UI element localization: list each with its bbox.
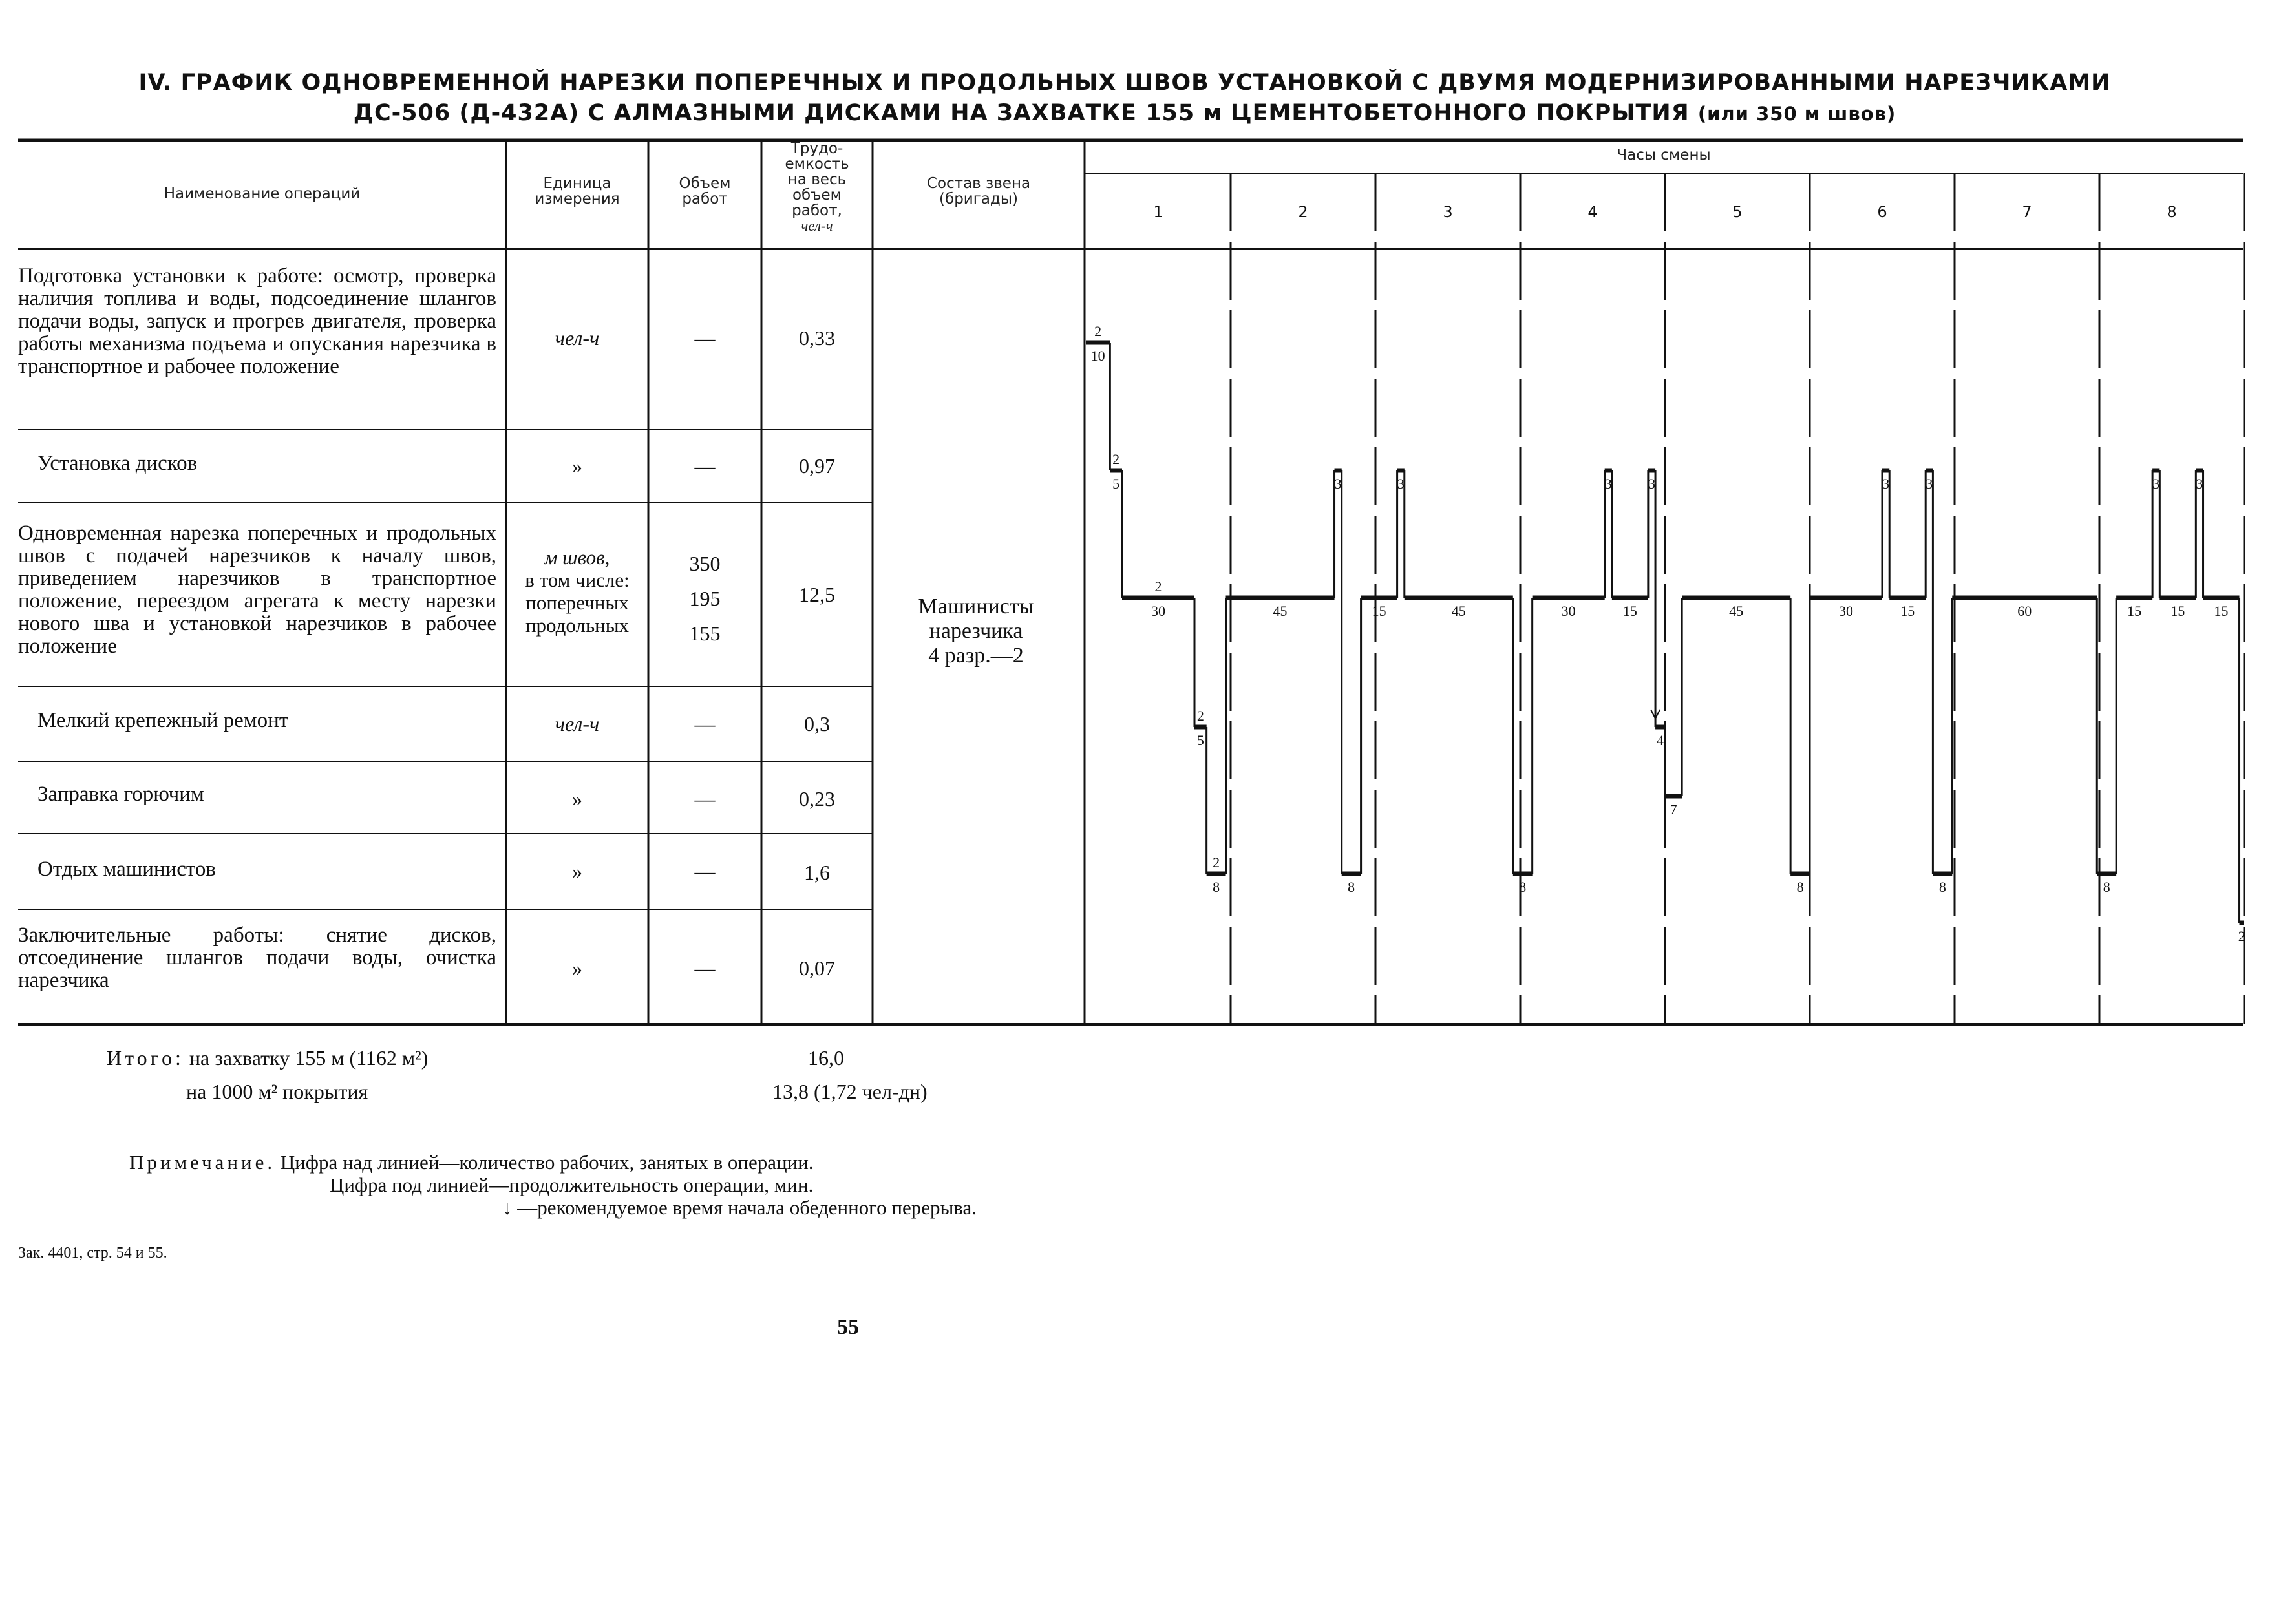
gantt-duration-label: 3 [1648, 476, 1655, 492]
gantt-duration-label: 15 [1900, 603, 1915, 619]
gantt-duration-label: 15 [2214, 603, 2229, 619]
gantt-duration-label: 45 [1273, 603, 1288, 619]
gantt-workers-label: 2 [1213, 854, 1220, 870]
gantt-duration-label: 5 [1196, 732, 1204, 748]
crew-line: Машинисты [918, 595, 1034, 618]
unit-cutting-main: м швов, [544, 546, 610, 569]
gantt-duration-label: 10 [1090, 348, 1105, 364]
header-labor [761, 141, 873, 234]
header-labor-line: емкость [785, 156, 849, 173]
gantt-duration-label: 30 [1839, 603, 1853, 619]
total-line-2: на 1000 м² покрытия [186, 1080, 368, 1103]
header-hours: Часы смены [1617, 147, 1711, 163]
header-unit-line2: измерения [535, 191, 620, 207]
hour-number: 8 [2167, 203, 2177, 221]
gantt-duration-label: 3 [1397, 476, 1405, 492]
gantt-workers-label: 2 [1112, 451, 1120, 467]
header-labor-line: работ, [792, 202, 842, 219]
unit-cell-cutting [506, 546, 648, 637]
unit-cutting-line: поперечных [525, 591, 629, 614]
gantt-duration-label: 8 [1938, 879, 1946, 895]
gantt-duration-label: 5 [1112, 476, 1120, 492]
labor-cell: 0,23 [799, 787, 835, 810]
note-line-3 [502, 1196, 977, 1220]
volume-cell: — [694, 956, 716, 980]
volume-cell: — [694, 712, 716, 735]
header-unit-line1: Единица [543, 175, 611, 192]
labor-cell: 12,5 [799, 583, 835, 606]
unit-cell: » [572, 454, 582, 478]
gantt-duration-label: 8 [1519, 879, 1527, 895]
operation-name-cutting: Одновременная нарезка поперечных и продольных швов с подачей нарезчиков к началу швов, приведением нарезчиков в транспортное положение, переездом агрегата к месту нарезки нового шва и установкой нарезчиков в рабочее положение [18, 522, 496, 658]
gantt-duration-label: 3 [1882, 476, 1890, 492]
title-line-2-main: ДС-506 (Д-432А) С АЛМАЗНЫМИ ДИСКАМИ НА ЗАХВАТКЕ 155 м ЦЕМЕНТОБЕТОННОГО ПОКРЫТИЯ [353, 100, 1690, 126]
header-volume-line2: работ [682, 191, 728, 207]
page-number: 55 [837, 1315, 859, 1339]
labor-cell: 0,33 [799, 326, 835, 350]
gantt-duration-label: 30 [1151, 603, 1165, 619]
gantt-labels [1091, 323, 2245, 944]
crew-line: нарезчика [929, 619, 1023, 643]
gantt-duration-label: 3 [1334, 476, 1342, 492]
volume-cell: — [694, 787, 716, 810]
gantt-duration-label: 15 [1622, 603, 1637, 619]
operation-name-disk-install: Установка дисков [37, 452, 198, 475]
gantt-duration-label: 15 [1372, 603, 1386, 619]
operation-name-final: Заключительные работы: снятие дисков, отсоединение шлангов подачи воды, очистка нарезчика [18, 923, 496, 992]
unit-cell: » [572, 956, 582, 980]
total-label: Итого: [107, 1046, 184, 1070]
header-crew-line2: (бригады) [939, 191, 1018, 207]
operation-name-preparation: Подготовка установки к работе: осмотр, проверка наличия топлива и воды, подсоединение шлангов подачи воды, запуск и прогрев двигателя, проверка работы механизма подъема и опускания нарезчика в транспортное и рабочее положение [18, 264, 496, 378]
total-value-1: 16,0 [808, 1046, 844, 1070]
gantt-duration-label: 3 [1604, 476, 1612, 492]
unit-cutting-line [506, 546, 648, 569]
gantt-duration-label: 15 [2127, 603, 2142, 619]
volume-cell: — [694, 326, 716, 350]
gantt-duration-label: 8 [1348, 879, 1355, 895]
total-value-2: 13,8 (1,72 чел-дн) [772, 1080, 928, 1103]
order-reference: Зак. 4401, стр. 54 и 55. [18, 1245, 167, 1261]
volume-cutting-total: 350 [689, 552, 721, 575]
total-line-1-text: на захватку 155 м (1162 м²) [189, 1046, 429, 1070]
unit-cell: » [572, 859, 582, 883]
volume-cell: — [694, 454, 716, 478]
header-labor-line: Трудо- [790, 140, 843, 157]
header-labor-line: объем [792, 187, 842, 204]
gantt-workers-label: 2 [1154, 578, 1162, 595]
note-line-1 [129, 1150, 814, 1175]
labor-cell: 1,6 [804, 861, 830, 884]
hour-number: 2 [1298, 203, 1308, 221]
labor-cell: 0,3 [804, 712, 830, 735]
header-crew [873, 176, 1085, 207]
gantt-duration-label: 8 [1213, 879, 1220, 895]
total-line-1 [107, 1046, 428, 1070]
hour-number: 4 [1587, 203, 1598, 221]
lunch-arrow-icon: ↓ [502, 1196, 513, 1219]
header-volume [648, 176, 761, 207]
gantt-duration-label: 45 [1729, 603, 1744, 619]
gantt-duration-label: 8 [1796, 879, 1804, 895]
header-crew-line1: Состав звена [926, 175, 1031, 192]
title-line-2-note: (или 350 м швов) [1697, 103, 1896, 125]
gantt-duration-label: 3 [1926, 476, 1933, 492]
volume-cell: — [694, 859, 716, 883]
unit-cell: » [572, 787, 582, 810]
operation-name-refuel: Заправка горючим [37, 783, 204, 806]
operation-name-repair: Мелкий крепежный ремонт [37, 709, 289, 732]
gantt-duration-label: 60 [2017, 603, 2032, 619]
note-label: Примечание. [129, 1151, 276, 1174]
gantt-duration-label: 8 [2103, 879, 2110, 895]
gantt-duration-label: 2 [2238, 928, 2245, 944]
header-volume-line1: Объем [679, 175, 731, 192]
labor-cell: 0,97 [799, 454, 835, 478]
header-labor-line: на весь [787, 171, 847, 188]
gantt-workers-label: 2 [1094, 323, 1102, 339]
gantt-duration-label: 15 [2170, 603, 2185, 619]
hour-number: 3 [1443, 203, 1453, 221]
header-operation: Наименование операций [164, 185, 361, 202]
operation-name-rest: Отдых машинистов [37, 858, 216, 881]
hour-number: 6 [1877, 203, 1887, 221]
gantt-duration-label: 7 [1670, 801, 1677, 817]
crew-composition [879, 595, 1073, 668]
gantt-duration-label: 45 [1451, 603, 1466, 619]
header-labor-unit: чел-ч [801, 218, 833, 234]
note-text-3: —рекомендуемое время начала обеденного перерыва. [517, 1196, 977, 1219]
gantt-duration-label: 4 [1657, 732, 1664, 748]
note-text-1: Цифра над линией—количество рабочих, занятых в операции. [280, 1151, 814, 1174]
volume-cutting-transverse: 195 [689, 587, 721, 610]
gantt-duration-label: 30 [1561, 603, 1576, 619]
note-line-2: Цифра под линией—продолжительность операции, мин. [330, 1174, 814, 1196]
unit-cell: чел-ч [555, 326, 600, 350]
header-labor-line [761, 218, 873, 234]
hour-number: 1 [1153, 203, 1163, 221]
gantt-duration-label: 3 [2152, 476, 2160, 492]
unit-cell: чел-ч [555, 712, 600, 735]
unit-cutting-line: продольных [525, 614, 630, 637]
gantt-workers-label: 2 [1196, 708, 1204, 724]
unit-cutting-line: в том числе: [525, 569, 630, 591]
labor-cell: 0,07 [799, 956, 835, 980]
title-line-1: IV. ГРАФИК ОДНОВРЕМЕННОЙ НАРЕЗКИ ПОПЕРЕЧНЫХ И ПРОДОЛЬНЫХ ШВОВ УСТАНОВКОЙ С ДВУМЯ МОДЕРНИЗИРОВАННЫМИ НАРЕЗЧИКАМИ [138, 70, 2111, 96]
gantt-duration-label: 3 [2196, 476, 2203, 492]
hour-number: 5 [1732, 203, 1743, 221]
header-unit [506, 176, 648, 207]
volume-cutting-longitudinal: 155 [689, 622, 721, 645]
volume-cell-cutting [648, 546, 761, 651]
hour-number: 7 [2022, 203, 2032, 221]
crew-line: 4 разр.—2 [928, 644, 1024, 668]
